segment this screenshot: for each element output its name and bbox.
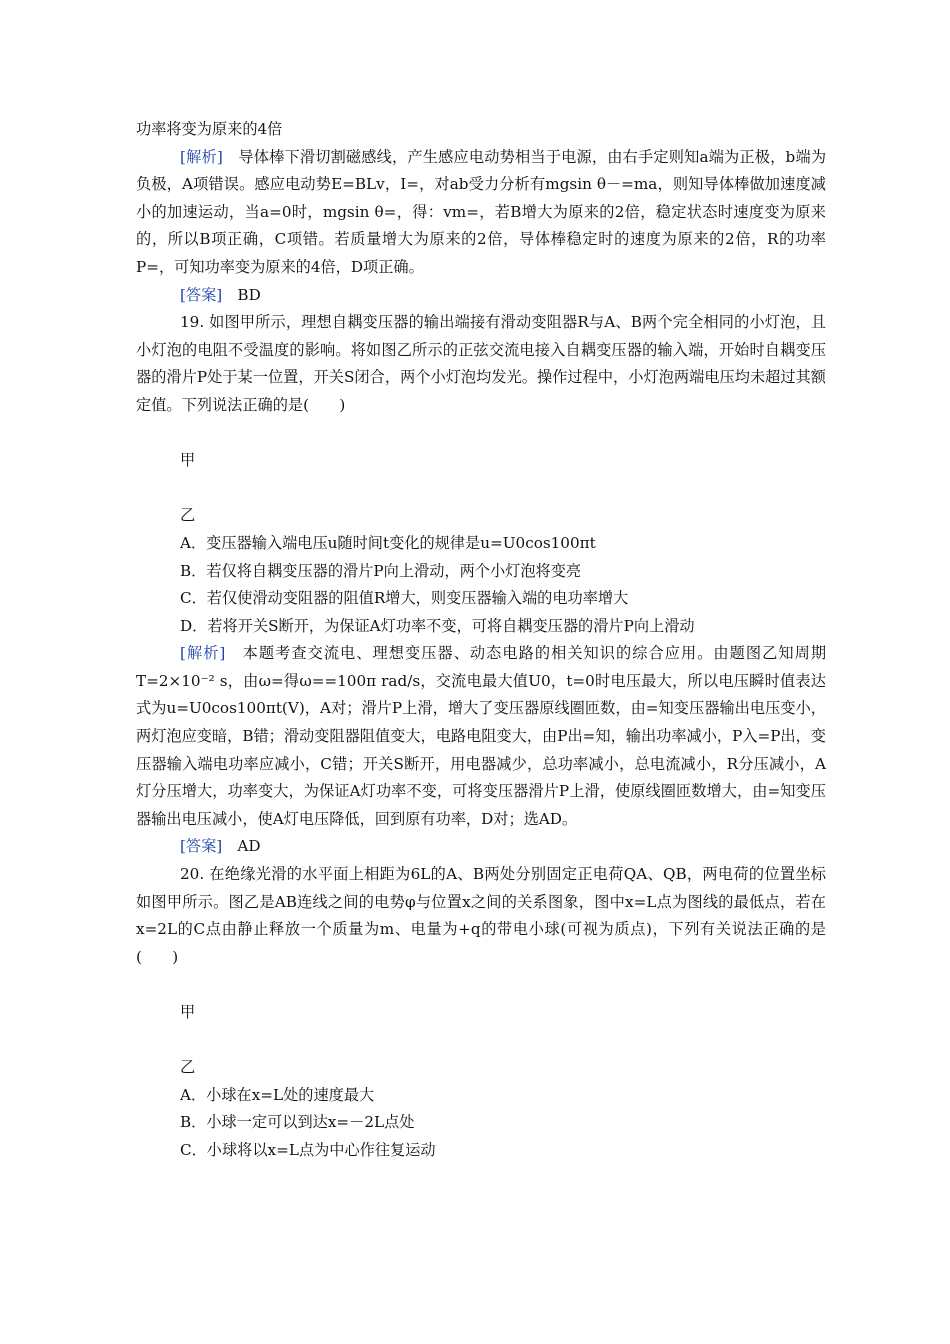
figure-label-jia: 甲 <box>180 1003 196 1021</box>
option-d: D．若将开关S断开，为保证A灯功率不变，可将自耦变压器的滑片P向上滑动 <box>180 616 695 635</box>
figure-space <box>136 1027 826 1055</box>
answer-text: AD <box>237 837 261 856</box>
figure-space <box>136 420 826 448</box>
option-b: B．若仅将自耦变压器的滑片P向上滑动，两个小灯泡将变亮 <box>180 561 582 580</box>
question-20: 20. 在绝缘光滑的水平面上相距为6L的A、B两处分别固定正电荷QA、QB，两电荷的位置坐标如图甲所示。图乙是AB连线之间的电势φ与位置x之间的关系图象，图中x=L点为图线的最低点，若在x=2L的C点由静止释放一个质量为m、电量为+q的带电小球(可视为质点)，下列有关说法正确的是( ) <box>136 865 826 966</box>
option-c: C．若仅使滑动变阻器的阻值R增大，则变压器输入端的电功率增大 <box>180 589 629 608</box>
answer-tag: [答案] <box>180 285 223 304</box>
analysis-tag: [解析] <box>180 147 223 166</box>
analysis-paragraph <box>136 640 826 833</box>
option-b: B．小球一定可以到达x=－2L点处 <box>180 1113 415 1132</box>
figure-label-yi: 乙 <box>180 506 196 525</box>
answer-tag: [答案] <box>180 837 223 856</box>
option-a: A．变压器输入端电压u随时间t变化的规律是u=U0cos100πt <box>180 533 596 552</box>
figure-space <box>136 971 826 999</box>
document-page <box>136 116 826 1165</box>
answer-line <box>136 833 826 861</box>
option-c: C．小球将以x=L点为中心作往复运动 <box>180 1140 436 1159</box>
figure-label-jia: 甲 <box>180 451 196 470</box>
analysis-paragraph <box>136 144 826 282</box>
analysis-text: 导体棒下滑切割磁感线，产生感应电动势相当于电源，由右手定则知a端为正极，b端为负极，A项错误。感应电动势E=BLv，I=，对ab受力分析有mgsin θ－=ma，则知导体棒做加速度减小的加速运动，当a=0时，mgsin θ=，得：vm=，若B增大为原来的2倍，稳定状态时速度变为原来的，所以B项正确，C项错。若质量增大为原来的2倍，导体棒稳定时的速度为原来的2倍，R的功率P=，可知功率变为原来的4倍，D项正确。 <box>136 147 827 276</box>
analysis-tag: [解析] <box>180 644 226 663</box>
option-a: A．小球在x=L处的速度最大 <box>180 1085 375 1104</box>
text-line: 功率将变为原来的4倍 <box>136 120 283 138</box>
question-19: 19. 如图甲所示，理想自耦变压器的输出端接有滑动变阻器R与A、B两个完全相同的小灯泡，且小灯泡的电阻不受温度的影响。将如图乙所示的正弦交流电接入自耦变压器的输入端，开始时自耦变压器的滑片P处于某一位置，开关S闭合，两个小灯泡均发光。操作过程中，小灯泡两端电压均未超过其额定值。下列说法正确的是( ) <box>136 313 826 414</box>
figure-space <box>136 475 826 503</box>
answer-text: BD <box>237 285 261 304</box>
analysis-text: 本题考查交流电、理想变压器、动态电路的相关知识的综合应用。由题图乙知周期T=2×10⁻² s，由ω=得ω==100π rad/s，交流电最大值U0，t=0时电压最大，所以电压瞬时值表达式为u=U0cos100πt(V)，A对；滑片P上滑，增大了变压器原线圈匝数，由=知变压器输出电压变小，两灯泡应变暗，B错；滑动变阻器阻值变大，电路电阻变大，由P出=知，输出功率减小，P入=P出，变压器输入端电功率应减小，C错；开关S断开，用电器减少，总功率减小，总电流减小，R分压减小，A灯分压增大，功率变大，为保证A灯功率不变，可将变压器滑片P上滑，使原线圈匝数增大，由=知变压器输出电压减小，使A灯电压降低，回到原有功率，D对；选AD。 <box>136 644 827 828</box>
answer-line <box>136 282 826 310</box>
figure-label-yi: 乙 <box>180 1058 196 1077</box>
